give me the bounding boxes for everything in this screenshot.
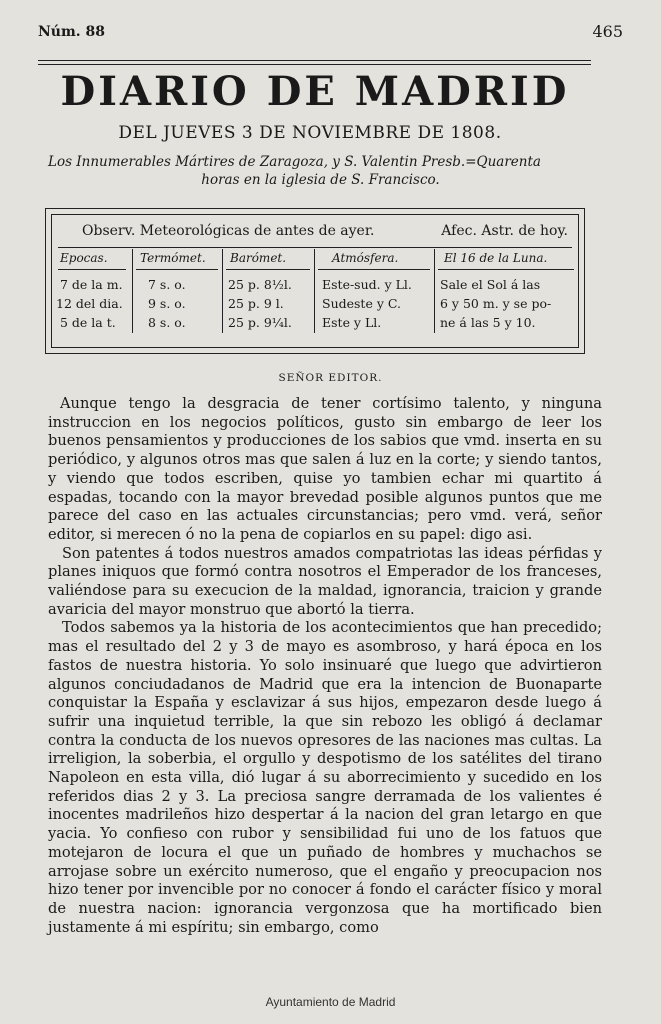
row3-termometro: 8 s. o. (148, 315, 186, 330)
col-head-termometro: Termómet. (140, 251, 206, 265)
weather-table (45, 208, 585, 354)
luna-line-1: Sale el Sol á las (440, 277, 541, 292)
article-body (48, 395, 602, 937)
saints-of-the-day (48, 153, 593, 189)
article-paragraph-3: Todos sabemos ya la historia de los acontecimientos que han precedido; mas el resultado del 2 y 3 de mayo es asombroso, y hará época en los fastos de nuestra historia. Yo solo insinuaré que luego que advirtieron algunos conciudadanos de Madrid que era la intencion de Buonaparte conquistar la España y esclavizar á sus hijos, empezaron desde luego á sufrir una inquietud terrible, la que sin rebozo les obligó á declamar contra la conducta de los nuevos opresores de las naciones mas cultas. La irreligion, la soberbia, el orgullo y despotismo de los satélites del tirano Napoleon en esta villa, dió lugar á su aborrecimiento y sucedido en los referidos dias 2 y 3. La preciosa sangre derramada de los valientes é inocentes madrileños hizo despertar á la nacion del gran letargo en que yacia. Yo confieso con rubor y sensibilidad fui uno de los fatuos que motejaron de locura el que un puñado de hombres y muchachos se arrojase sobre un exército numeroso, que el engaño y preocupacion nos hizo tener por invencible por no conocer á fondo el carácter físico y moral de nuestra nacion: ignorancia vergonzosa que ha mortificado bien justamente á mi espíritu; sin embargo, como (48, 619, 602, 936)
newspaper-title: DIARIO DE MADRID (60, 68, 570, 115)
row2-termometro: 9 s. o. (148, 296, 186, 311)
page-number: 465 (592, 22, 623, 41)
row2-epoca: 12 del dia. (56, 296, 123, 311)
header-rule-bottom (38, 64, 591, 65)
luna-line-3: ne á las 5 y 10. (440, 315, 536, 330)
col-rule-1 (58, 269, 126, 270)
saints-line-2: horas en la iglesia de S. Francisco. (201, 172, 440, 188)
header-rule-top (38, 60, 591, 61)
row1-epoca: 7 de la m. (60, 277, 123, 292)
archive-credit: Ayuntamiento de Madrid (265, 995, 396, 1009)
col-divider-1 (132, 249, 133, 333)
page-header (38, 22, 623, 44)
col-rule-2 (136, 269, 218, 270)
col-divider-4 (434, 249, 435, 333)
dateline: DEL JUEVES 3 DE NOVIEMBRE DE 1808. (118, 123, 502, 143)
col-head-barometro: Barómet. (230, 251, 287, 265)
row3-barometro: 25 p. 9¼l. (228, 315, 292, 330)
row1-atmosfera: Este-sud. y Ll. (322, 277, 412, 292)
col-divider-3 (314, 249, 315, 333)
col-head-luna: El 16 de la Luna. (444, 251, 548, 265)
issue-number: Núm. 88 (38, 24, 106, 40)
row1-barometro: 25 p. 8½l. (228, 277, 292, 292)
article-paragraph-1: Aunque tengo la desgracia de tener cortísimo talento, y ninguna instruccion en los negocios políticos, gusto sin embargo de leer los buenos pensamientos y producciones de los sabios que vmd. inserta en su periódico, y algunos otros mas que salen á luz en la corte; y siendo tantos, y viendo que todos escriben, quise yo tambien echar mi quartito á espadas, tocando con la mayor brevedad posible algunos puntos que me parece del caso en las actuales circunstancias; pero vmd. verá, señor editor, si merecen ó no la pena de copiarlos en su papel: digo asi. (48, 395, 602, 543)
article-heading: SEÑOR EDITOR. (278, 372, 383, 384)
weather-title: Observ. Meteorológicas de antes de ayer. (82, 223, 375, 239)
saints-line-1: Los Innumerables Mártires de Zaragoza, y S. Valentin Presb.=Quarenta (48, 154, 541, 170)
col-rule-3 (226, 269, 310, 270)
weather-table-inner-frame (51, 214, 579, 348)
row3-epoca: 5 de la t. (60, 315, 116, 330)
row3-atmosfera: Este y Ll. (322, 315, 382, 330)
col-head-epocas: Epocas. (60, 251, 108, 265)
col-head-atmosfera: Atmósfera. (332, 251, 399, 265)
row2-barometro: 25 p. 9 l. (228, 296, 284, 311)
col-rule-5 (438, 269, 574, 270)
row2-atmosfera: Sudeste y C. (322, 296, 401, 311)
astro-title: Afec. Astr. de hoy. (441, 223, 568, 239)
luna-line-2: 6 y 50 m. y se po- (440, 296, 552, 311)
col-rule-4 (318, 269, 430, 270)
article-paragraph-2: Son patentes á todos nuestros amados compatriotas las ideas pérfidas y planes iniquos que formó contra nosotros el Emperador de los franceses, valiéndose para su execucion de la maldad, ignorancia, traicion y grande avaricia del mayor monstruo que abortó la tierra. (48, 544, 602, 618)
col-divider-2 (222, 249, 223, 333)
row1-termometro: 7 s. o. (148, 277, 186, 292)
table-header-rule (58, 247, 572, 248)
